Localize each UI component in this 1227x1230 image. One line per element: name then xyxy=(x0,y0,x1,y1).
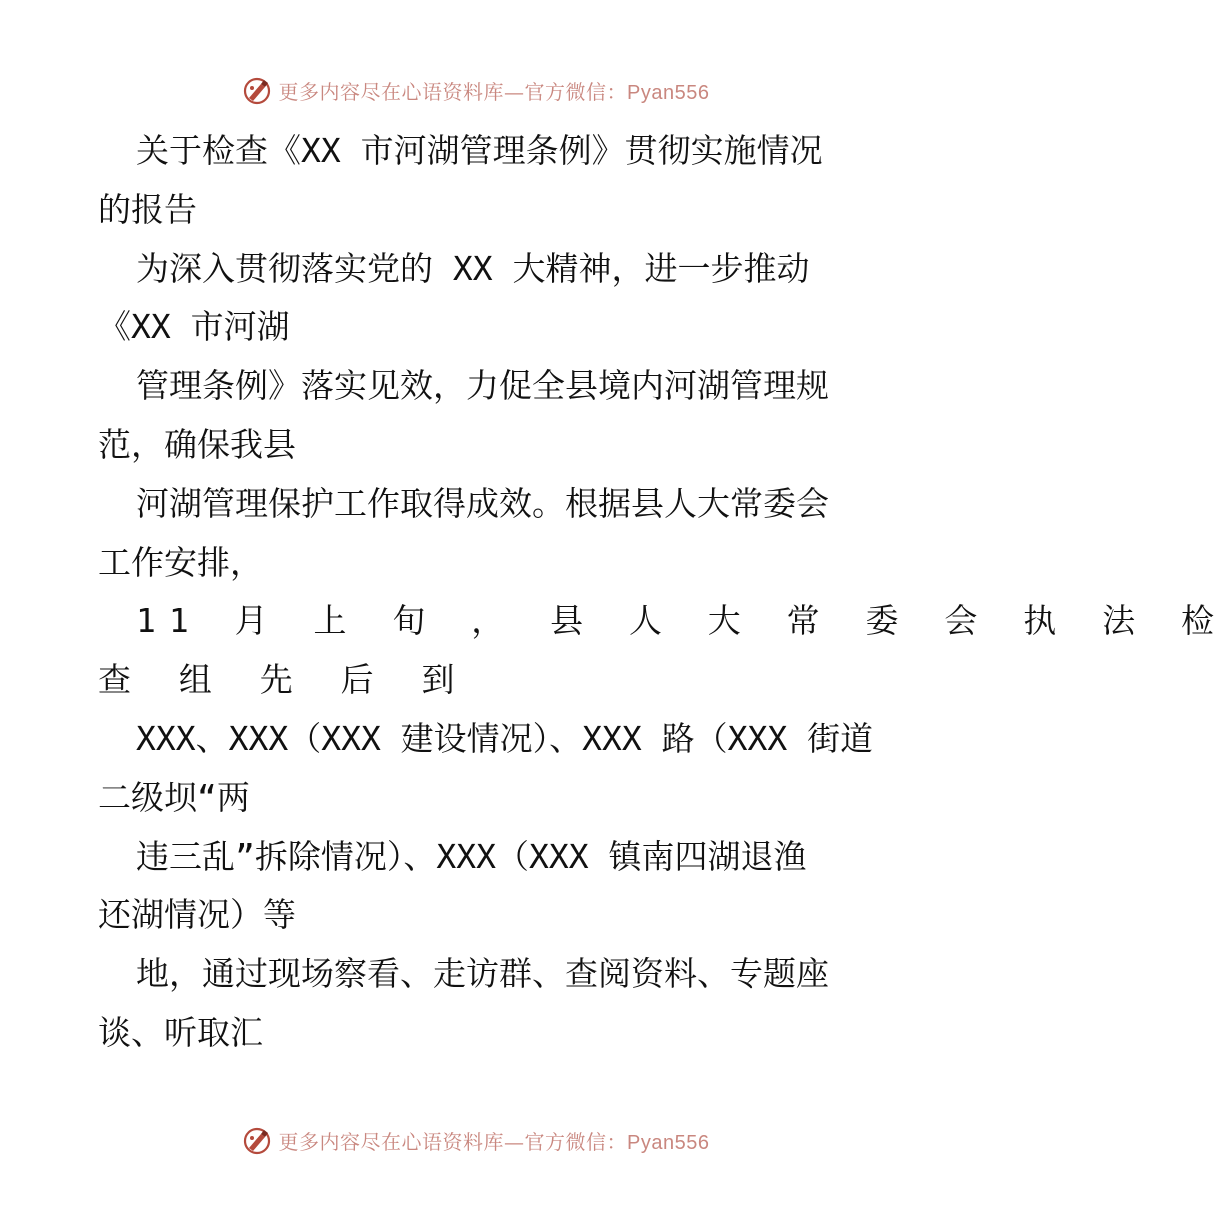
body-line: 二级坝“两 xyxy=(98,777,250,817)
body-line: 河湖管理保护工作取得成效。根据县人大常委会 xyxy=(136,483,829,523)
body-line: 的报告 xyxy=(98,189,197,229)
watermark-text xyxy=(279,1126,710,1155)
watermark-text xyxy=(279,76,710,105)
document-body xyxy=(98,122,1227,1063)
body-line: 谈、听取汇 xyxy=(98,1012,263,1052)
body-line: 还湖情况）等 xyxy=(98,895,296,935)
body-line: 违三乱”拆除情况）、XXX（XXX 镇南四湖退渔 xyxy=(136,836,807,876)
watermark-content xyxy=(241,74,710,106)
watermark-prefix: 更多内容尽在心语资料库—官方微信： xyxy=(278,1129,628,1154)
body-line: 工作安排， xyxy=(98,542,263,582)
watermark-banner-bottom xyxy=(0,1120,950,1160)
body-line: 查 组 先 后 到 xyxy=(98,660,469,700)
body-line: 关于检查《XX 市河湖管理条例》贯彻实施情况 xyxy=(136,131,823,170)
body-line: 为深入贯彻落实党的 XX 大精神，进一步推动 xyxy=(136,248,810,288)
body-line: 范，确保我县 xyxy=(98,424,296,464)
body-line: XXX、XXX（XXX 建设情况）、XXX 路（XXX 街道 xyxy=(136,718,874,758)
watermark-wechat-id: Pyan556 xyxy=(627,81,710,104)
body-line: 11 月 上 旬 ， 县 人 大 常 委 会 执 法 检 xyxy=(136,601,1227,641)
pen-seal-icon xyxy=(241,1124,273,1156)
body-line: 地，通过现场察看、走访群、查阅资料、专题座 xyxy=(136,954,829,994)
pen-seal-icon xyxy=(241,74,273,106)
watermark-prefix: 更多内容尽在心语资料库—官方微信： xyxy=(278,79,628,104)
body-line: 《XX 市河湖 xyxy=(98,307,290,347)
body-line: 管理条例》落实见效，力促全县境内河湖管理规 xyxy=(136,366,829,406)
watermark-wechat-id: Pyan556 xyxy=(627,1131,710,1154)
watermark-content xyxy=(241,1124,710,1156)
watermark-banner-top xyxy=(0,70,950,110)
